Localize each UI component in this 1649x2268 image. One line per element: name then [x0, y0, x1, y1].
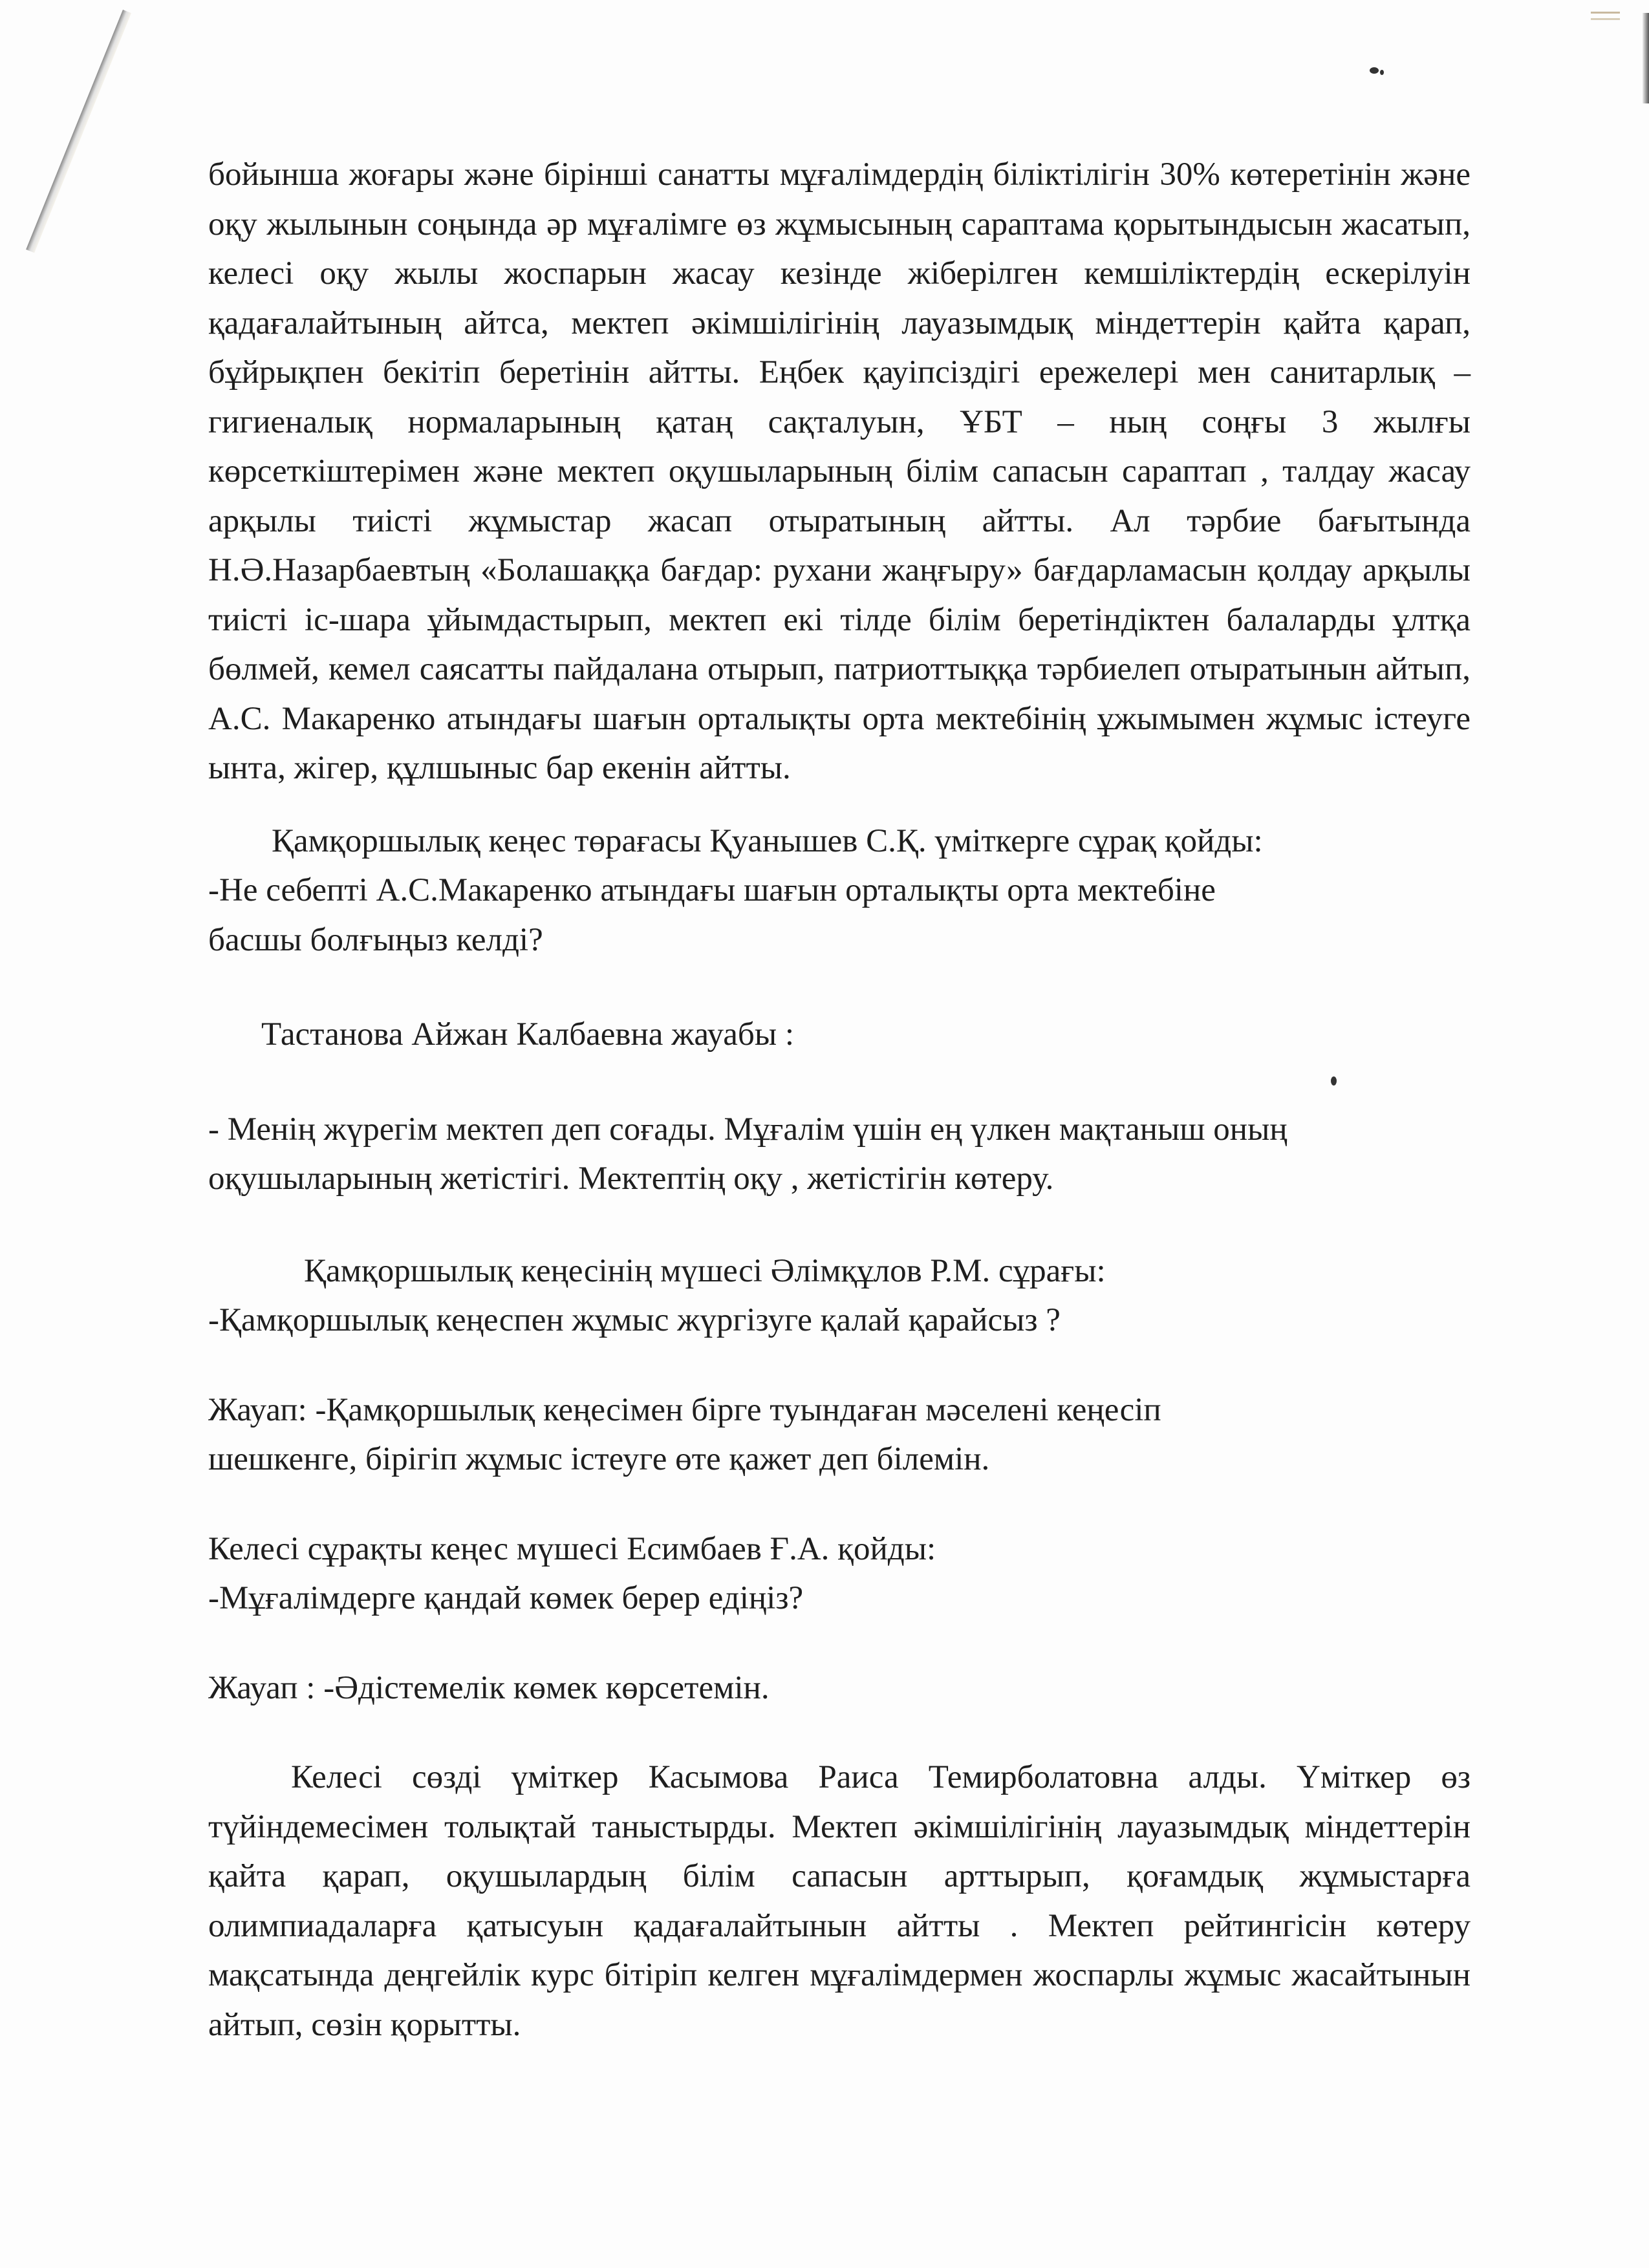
paragraph-chair-question: [208, 817, 1471, 965]
question-intro: Қамқоршылық кеңес төрағасы Қуанышев С.Қ. үміткерге сұрақ қойды:: [272, 822, 1263, 859]
question-text: -Қамқоршылық кеңеспен жұмыс жүргізуге қалай қарайсыз ?: [208, 1302, 1061, 1338]
answer-line: - Менің жүрегім мектеп деп соғады. Мұғалім үшін ең үлкен мақтаныш оның: [208, 1111, 1288, 1148]
question-intro: Келесі сұрақты кеңес мүшесі Есимбаев Ғ.А. қойды:: [208, 1530, 936, 1567]
paragraph-candidate1-summary: бойынша жоғары және бірінші санатты мұғалімдердің біліктілігін 30% көтеретінін және оқу жылынын соңында әр мұғалімге өз жұмысының сараптама қорытындысын жасатып, келесі оқу жылы жоспарын жасау кезінде жіберілген кемшіліктердің ескерілуін қадағалайтының айтса, мектеп әкімшілігінің лауазымдық міндеттерін қайта қарап, бұйрықпен бекітіп беретінін айтты. Еңбек қауіпсіздігі ережелері мен санитарлық – гигиеналық нормаларының қатаң сақталуын, ҰБТ – ның соңғы 3 жылғы көрсеткіштерімен және мектеп оқушыларының білім сапасын сараптап , талдау жасау арқылы тиісті жұмыстар жасап отыратының айтты. Ал тәрбие бағытында Н.Ә.Назарбаевтың «Болашаққа бағдар: рухани жаңғыру» бағдарламасын қолдау арқылы тиісті іс-шара ұйымдастырып, мектеп екі тілде білім беретіндіктен балаларды ұлтқа бөлмей, кемел саясатты пайдалана отырып, патриоттыққа тәрбиелеп отыратынын айтып, А.С. Макаренко атындағы шағын орталықты орта мектебінің ұжымымен жұмыс істеуге ынта, жігер, құлшыныс бар екенін айтты.: [208, 156, 1471, 786]
ink-speck: [1370, 67, 1379, 74]
paragraph-answer1: [208, 1105, 1471, 1204]
corner-mark: [1591, 12, 1620, 14]
scan-edge-shadow-right: [1643, 13, 1649, 103]
paragraph-candidate2-summary: Келесі сөзді үміткер Касымова Раиса Темирболатовна алды. Үміткер өз түйіндемесімен толықтай таныстырды. Мектеп әкімшілігінің лауазымдық міндеттерін қайта қарап, оқушылардың білім сапасын арттырып, қоғамдық жұмыстарға олимпиадаларға қатысуын қадағалайтынын айтты . Мектеп рейтингісін көтеру мақсатында деңгейлік курс бітіріп келген мұғалімдермен жоспарлы жұмыс жасайтынын айтып, сөзін қорытты.: [208, 1759, 1471, 2043]
answer-heading: Тастанова Айжан Калбаевна жауабы :: [261, 1016, 795, 1053]
answer-line: оқушыларының жетістігі. Мектептің оқу , жетістігін көтеру.: [208, 1161, 1054, 1197]
paragraph-member-question: [208, 1246, 1471, 1345]
ink-speck: [1380, 70, 1384, 75]
answer-line: Жауап: -Қамқоршылық кеңесімен бірге туындаған мәселені кеңесіп: [208, 1391, 1161, 1428]
answer-line: шешкенге, бірігіп жұмыс істеуге өте қажет деп білемін.: [208, 1441, 990, 1477]
paragraph-member2-question: [208, 1524, 1471, 1623]
answer3: Жауап : -Әдістемелік көмек көрсетемін.: [208, 1669, 770, 1706]
question-intro: Қамқоршылық кеңесінің мүшесі Әлімқұлов Р.М. сұрағы:: [304, 1252, 1106, 1289]
scan-edge-shadow-left: [26, 10, 131, 253]
question-text: -Мұғалімдерге қандай көмек берер едіңіз?: [208, 1580, 804, 1616]
paragraph-answer2: [208, 1385, 1471, 1484]
document-body: [208, 150, 1471, 2049]
question-text-cont: басшы болғыңыз келді?: [208, 921, 543, 958]
question-text: -Не себепті А.С.Макаренко атындағы шағын орталықты орта мектебіне: [208, 872, 1216, 908]
